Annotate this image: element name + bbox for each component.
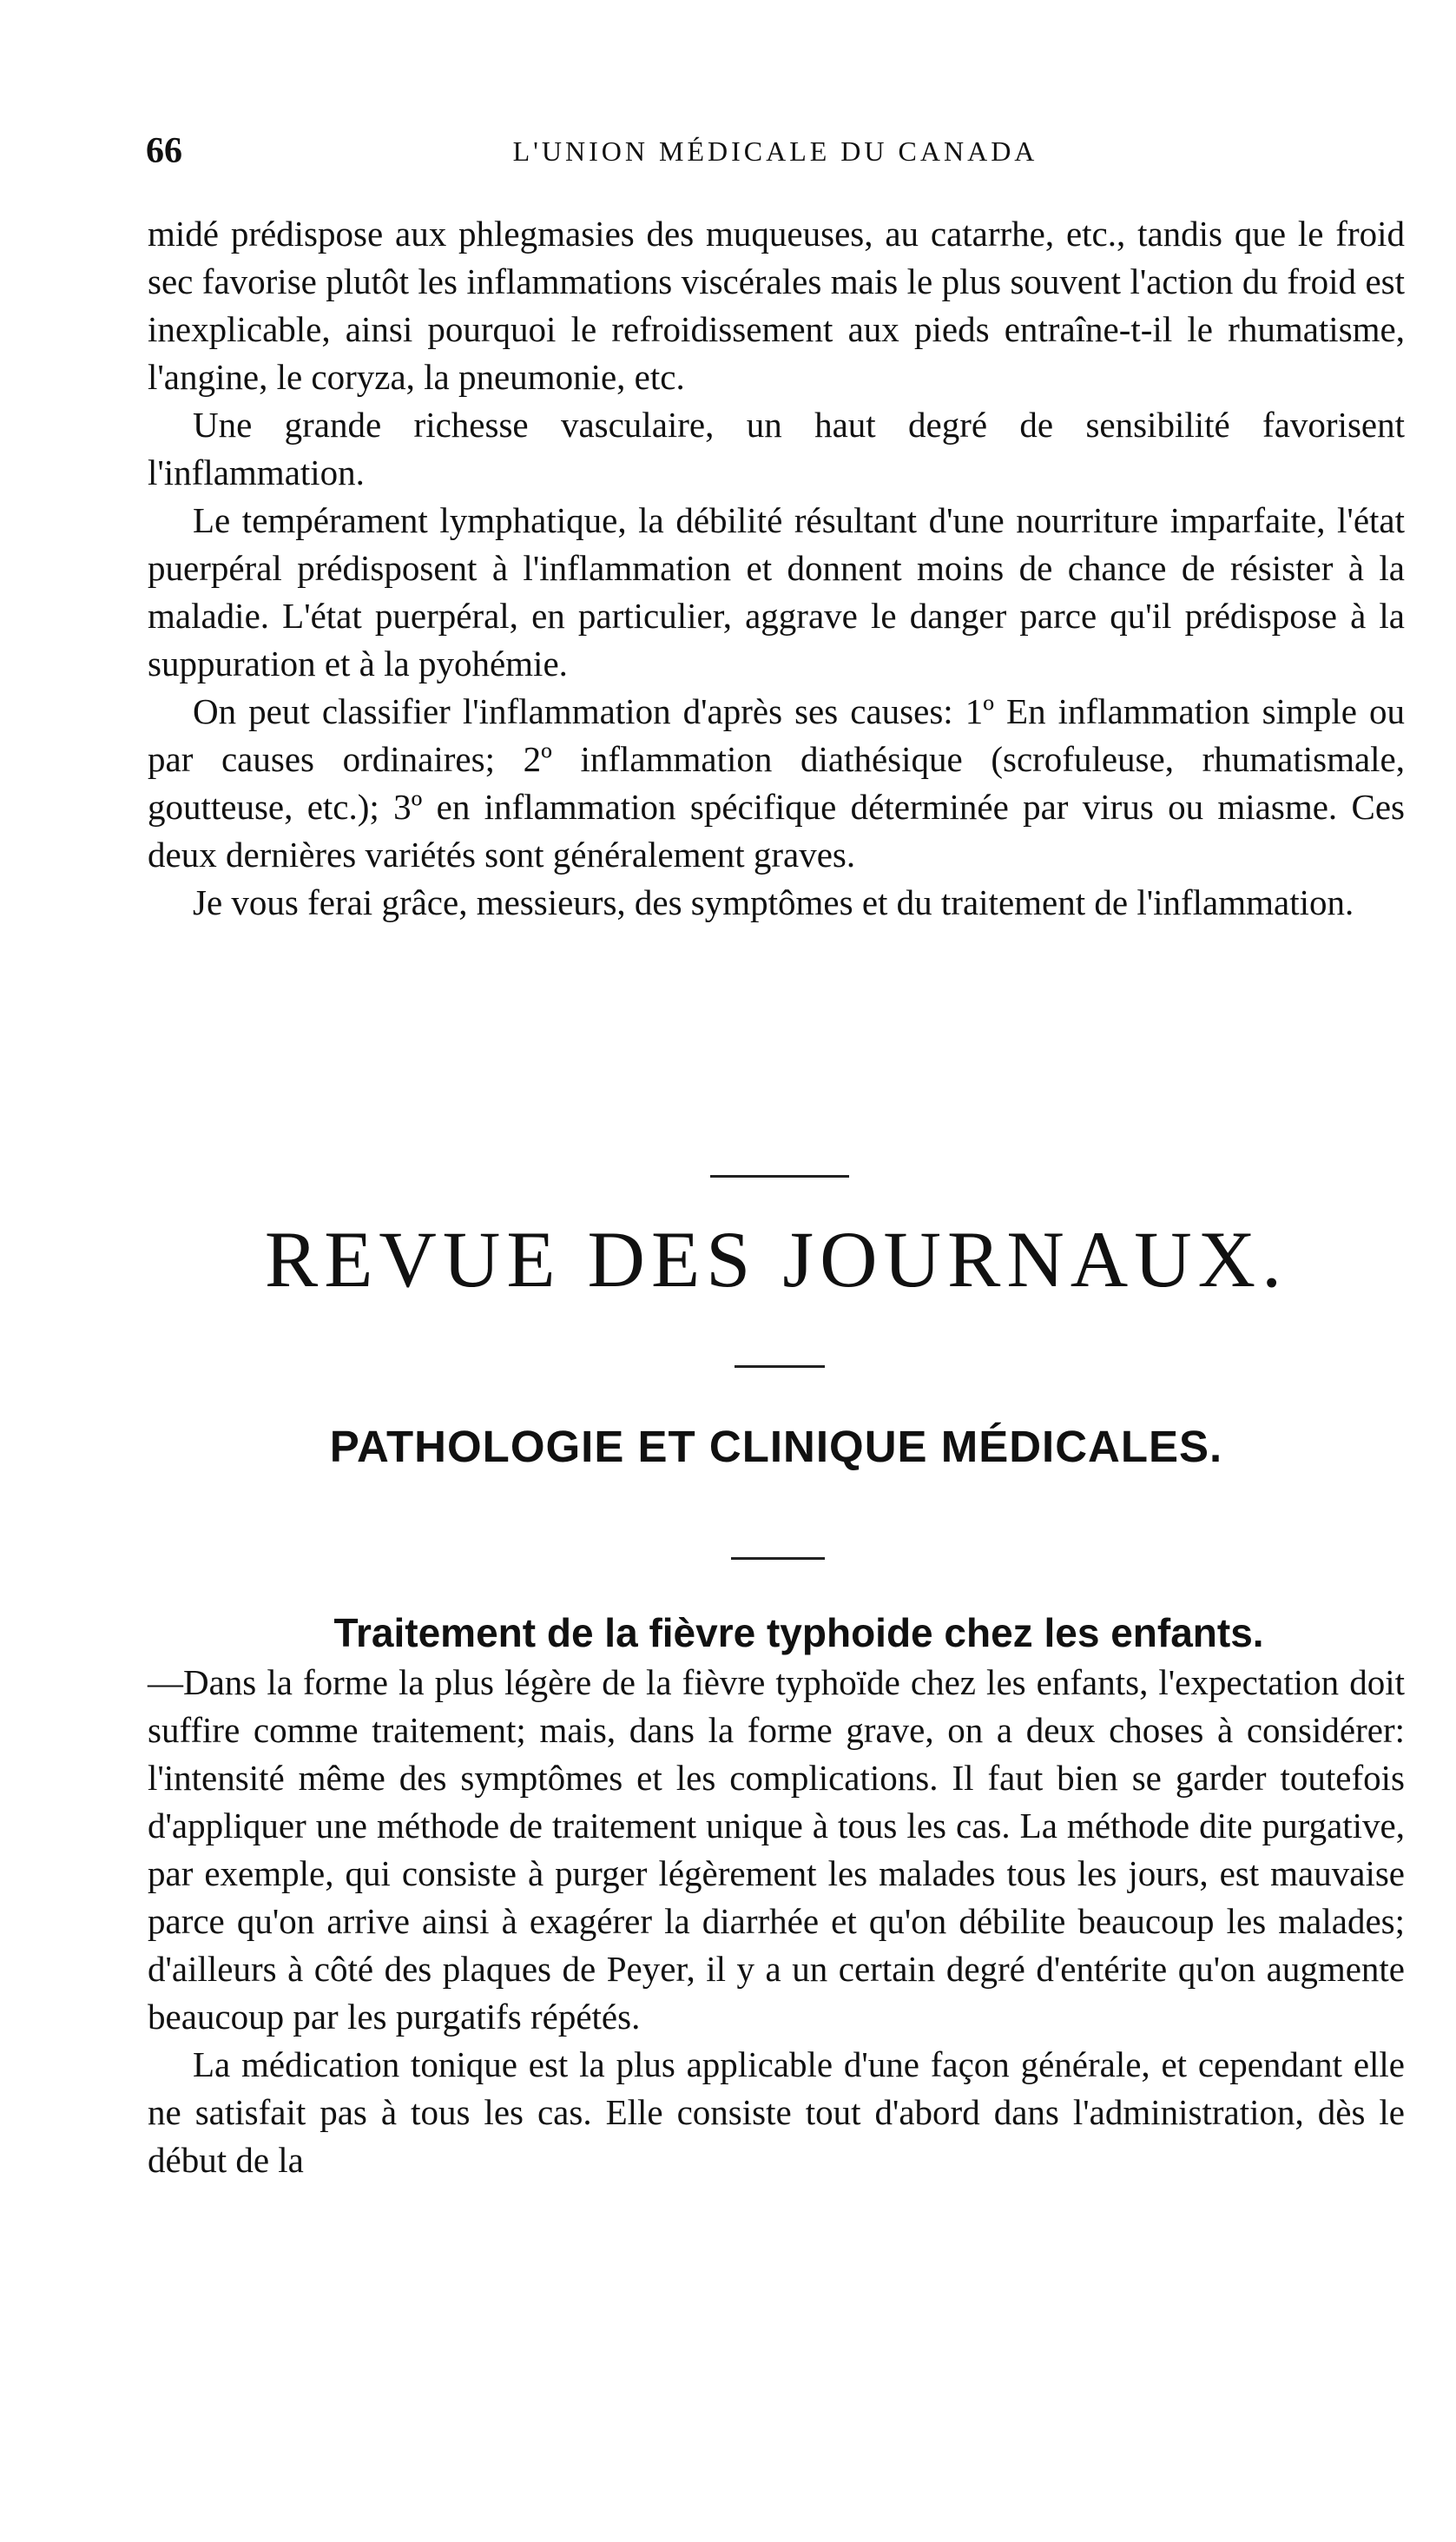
running-head: L'UNION MÉDICALE DU CANADA — [512, 135, 1038, 167]
paragraph: —Dans la forme la plus légère de la fièvre typhoïde chez les enfants, l'expectation doit suffire comme traitement; mais, dans la forme grave, on a deux choses à considérer: l'intensité même des symptômes et les complications. Il faut bien se garder toutefois d'appliquer une méthode de traitement unique à tous les cas. La méthode dite purgative, par exemple, qui consiste à purger légèrement les malades tous les jours, est mauvaise parce qu'on arrive ainsi à exagérer la diarrhée et qu'on débilite beaucoup les malades; d'ailleurs à côté des plaques de Peyer, il y a un certain degré d'entérite qu'on augmente beaucoup par les purgatifs répétés. — [148, 1662, 1405, 2037]
divider-rule — [710, 1175, 849, 1178]
page-header — [146, 130, 1405, 182]
paragraph: Le tempérament lymphatique, la débilité résultant d'une nourriture imparfaite, l'état puerpéral prédisposent à l'inflammation et donnent moins de chance de résister à la maladie. L'état puerpéral, en particulier, aggrave le danger parce qu'il prédispose à la suppuration et à la pyohémie. — [148, 500, 1405, 683]
paragraph: midé prédispose aux phlegmasies des muqueuses, au catarrhe, etc., tandis que le froid sec favorise plutôt les inflammations viscérales mais le plus souvent l'action du froid est inexplicable, ainsi pourquoi le refroidissement aux pieds entraîne-t-il le rhumatisme, l'angine, le coryza, la pneumonie, etc. — [148, 214, 1405, 397]
divider-rule — [731, 1557, 825, 1560]
divider-rule — [735, 1365, 825, 1368]
paragraph: On peut classifier l'inflammation d'après ses causes: 1º En inflammation simple ou par causes ordinaires; 2º inflammation diathésique (scrofuleuse, rhumatismale, goutteuse, etc.); 3º en inflammation spécifique déterminée par virus ou miasme. Ces deux dernières variétés sont généralement graves. — [148, 691, 1405, 875]
page-number: 66 — [146, 131, 182, 171]
paragraph: Une grande richesse vasculaire, un haut degré de sensibilité favorisent l'inflammation. — [148, 405, 1405, 492]
section-heading: PATHOLOGIE ET CLINIQUE MÉDICALES. — [329, 1422, 1223, 1471]
continued-text-block — [148, 210, 1405, 927]
article-block — [148, 1607, 1405, 2184]
journal-review-heading: REVUE DES JOURNAUX. — [264, 1215, 1288, 1304]
paragraph: La médication tonique est la plus applicable d'une façon générale, et cependant elle ne satisfait pas à tous les cas. Elle consiste tout d'abord dans l'administration, dès le début de la — [148, 2044, 1405, 2180]
article-title: Traitement de la fièvre typhoide chez les enfants. — [333, 1610, 1264, 1655]
paragraph: Je vous ferai grâce, messieurs, des symptômes et du traitement de l'inflammation. — [193, 882, 1354, 922]
